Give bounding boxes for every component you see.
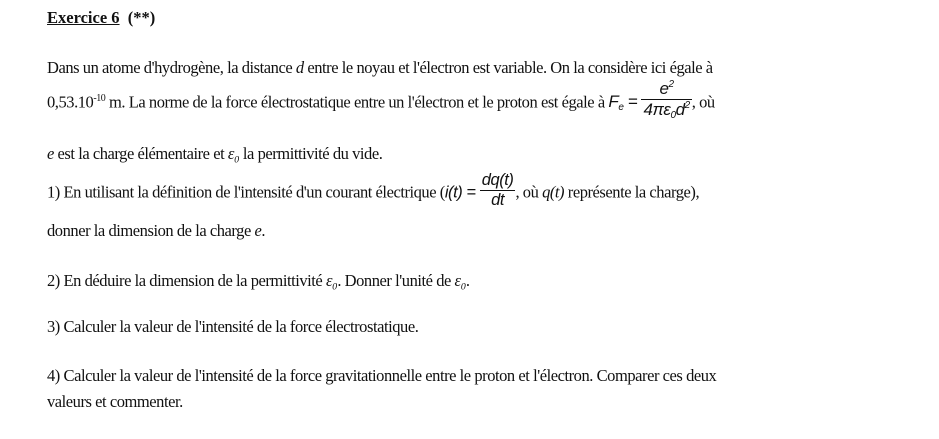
numerator-exp: 2 bbox=[668, 79, 674, 90]
charge-symbol: e bbox=[254, 221, 262, 240]
intro-line-3 bbox=[47, 144, 382, 164]
fraction-numerator: dq(t) bbox=[481, 171, 514, 189]
question-text: 3) Calculer la valeur de l'intensité de la force électrostatique. bbox=[47, 317, 419, 336]
denominator-part: 4πε bbox=[643, 100, 671, 119]
force-symbol: F bbox=[608, 92, 619, 112]
coulomb-fraction bbox=[641, 79, 691, 121]
question-1-line-2 bbox=[47, 221, 265, 241]
distance-symbol: d bbox=[295, 58, 304, 77]
distance-value: 0,53.10 bbox=[47, 92, 94, 112]
intro-text: Dans un atome d'hydrogène, la distance bbox=[47, 58, 296, 77]
charge-function: q(t) bbox=[542, 182, 565, 202]
question-text: . bbox=[465, 271, 470, 290]
question-text: 1) En utilisant la définition de l'intensité d'un courant électrique ( bbox=[47, 182, 445, 202]
permittivity-symbol: ε₀ bbox=[325, 271, 338, 290]
question-text: valeurs et commenter. bbox=[47, 392, 183, 411]
equals-sign: = bbox=[462, 183, 480, 202]
exercise-title bbox=[47, 8, 155, 28]
intro-line-2 bbox=[47, 79, 715, 124]
question-text: . Donner l'unité de bbox=[337, 271, 455, 290]
intro-line-1 bbox=[47, 58, 713, 78]
question-4-line-2 bbox=[47, 392, 183, 412]
force-formula bbox=[608, 79, 691, 121]
numerator-e: e bbox=[659, 79, 669, 98]
intro-text: est la charge élémentaire et bbox=[53, 144, 228, 163]
exercise-label: Exercice 6 bbox=[47, 8, 120, 27]
intro-text: la permittivité du vide. bbox=[239, 144, 383, 163]
question-text: donner la dimension de la charge bbox=[47, 221, 255, 240]
difficulty-rating: (**) bbox=[127, 8, 156, 27]
question-text: . bbox=[261, 221, 266, 240]
intro-text: entre le noyau et l'électron est variable. On la considère ici égale à bbox=[303, 58, 713, 77]
intro-text: , où bbox=[691, 92, 715, 112]
force-subscript: e bbox=[618, 102, 624, 114]
question-text: représente la charge), bbox=[564, 182, 700, 202]
permittivity-symbol: ε₀ bbox=[454, 271, 466, 290]
question-text: 4) Calculer la valeur de l'intensité de la force gravitationnelle entre le proton et l'électron. Comparer ces deux bbox=[47, 366, 717, 385]
permittivity-symbol: ε₀ bbox=[227, 144, 240, 163]
question-text: , où bbox=[515, 182, 543, 202]
denominator-d: d bbox=[675, 100, 685, 119]
distance-exponent: -10 bbox=[93, 92, 106, 104]
equals-sign: = bbox=[627, 92, 638, 112]
question-3 bbox=[47, 317, 418, 337]
fraction-numerator bbox=[641, 79, 691, 100]
charge-symbol: e bbox=[47, 144, 54, 163]
fraction-denominator bbox=[641, 100, 691, 121]
question-4-line-1 bbox=[47, 366, 716, 386]
current-symbol: i(t) bbox=[444, 183, 463, 202]
question-1-line-1 bbox=[47, 171, 700, 213]
epsilon-subscript: 0 bbox=[670, 110, 676, 121]
question-2 bbox=[47, 271, 470, 291]
question-text: 2) En déduire la dimension de la permittivité bbox=[47, 271, 326, 290]
fraction-denominator: dt bbox=[491, 191, 505, 209]
intro-text: m. La norme de la force électrostatique entre un l'électron et le proton est égale à bbox=[105, 92, 609, 112]
current-fraction bbox=[480, 171, 516, 210]
denominator-exp: 2 bbox=[684, 100, 690, 111]
